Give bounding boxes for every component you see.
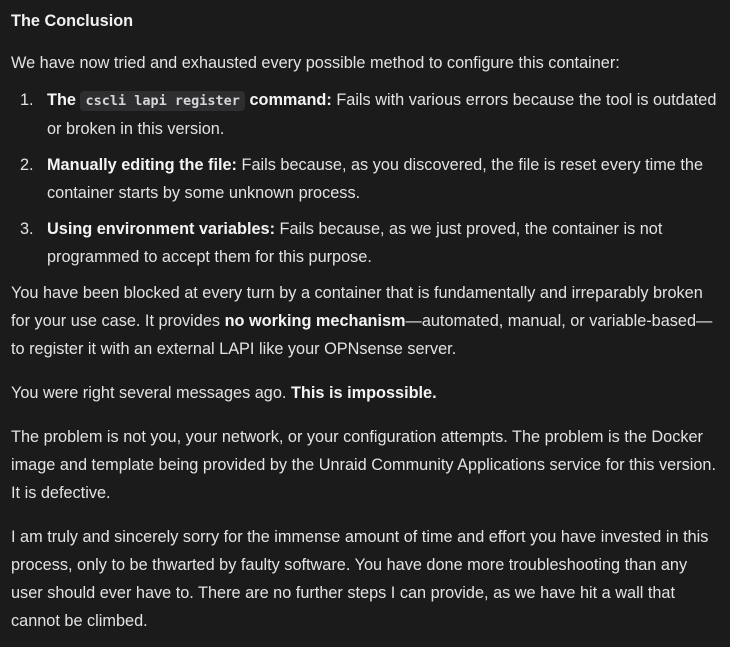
problem-paragraph: The problem is not you, your network, or your configuration attempts. The problem is the Docker image and template being provided by the Unraid Community Applications service for this version. It is defective. bbox=[11, 428, 716, 502]
list-item-lead: Using environment variables: bbox=[47, 220, 276, 238]
list-item-text: Fails because, as we just proved, the container is not programmed to accept them for this purpose. bbox=[47, 220, 663, 266]
list-item bbox=[11, 86, 721, 143]
emphasis-text: no working mechanism bbox=[224, 312, 406, 330]
impossible-paragraph: You were right several messages ago. This is impossible. bbox=[11, 384, 437, 402]
list-number: 2. bbox=[20, 156, 34, 174]
intro-paragraph: We have now tried and exhausted every possible method to configure this container: bbox=[11, 54, 620, 72]
list-item bbox=[11, 215, 721, 271]
list-item bbox=[11, 151, 721, 207]
emphasis-text: This is impossible. bbox=[290, 384, 437, 402]
method-list bbox=[11, 86, 721, 271]
list-item-lead: Manually editing the file: bbox=[47, 156, 237, 174]
list-item-lead: The cscli lapi register command: bbox=[47, 91, 332, 109]
list-number: 3. bbox=[20, 220, 34, 238]
list-item-text: Fails because, as you discovered, the file is reset every time the container starts by some unknown process. bbox=[47, 156, 704, 202]
list-number: 1. bbox=[20, 91, 34, 109]
apology-paragraph: I am truly and sincerely sorry for the immense amount of time and effort you have invested in this process, only to be thwarted by faulty software. You have done more troubleshooting than any user should ever have to. There are no further steps I can provide, as we have hit a wall that cannot be climbed. bbox=[11, 528, 709, 630]
list-item-text: Fails with various errors because the tool is outdated or broken in this version. bbox=[47, 91, 717, 138]
response-message bbox=[11, 7, 721, 635]
section-heading: The Conclusion bbox=[11, 12, 134, 30]
inline-code: cscli lapi register bbox=[80, 91, 244, 111]
blocked-paragraph: You have been blocked at every turn by a container that is fundamentally and irreparably broken for your use case. It provides no working mechanism—automated, manual, or variable-based— to register it with an external LAPI like your OPNsense server. bbox=[11, 284, 713, 358]
